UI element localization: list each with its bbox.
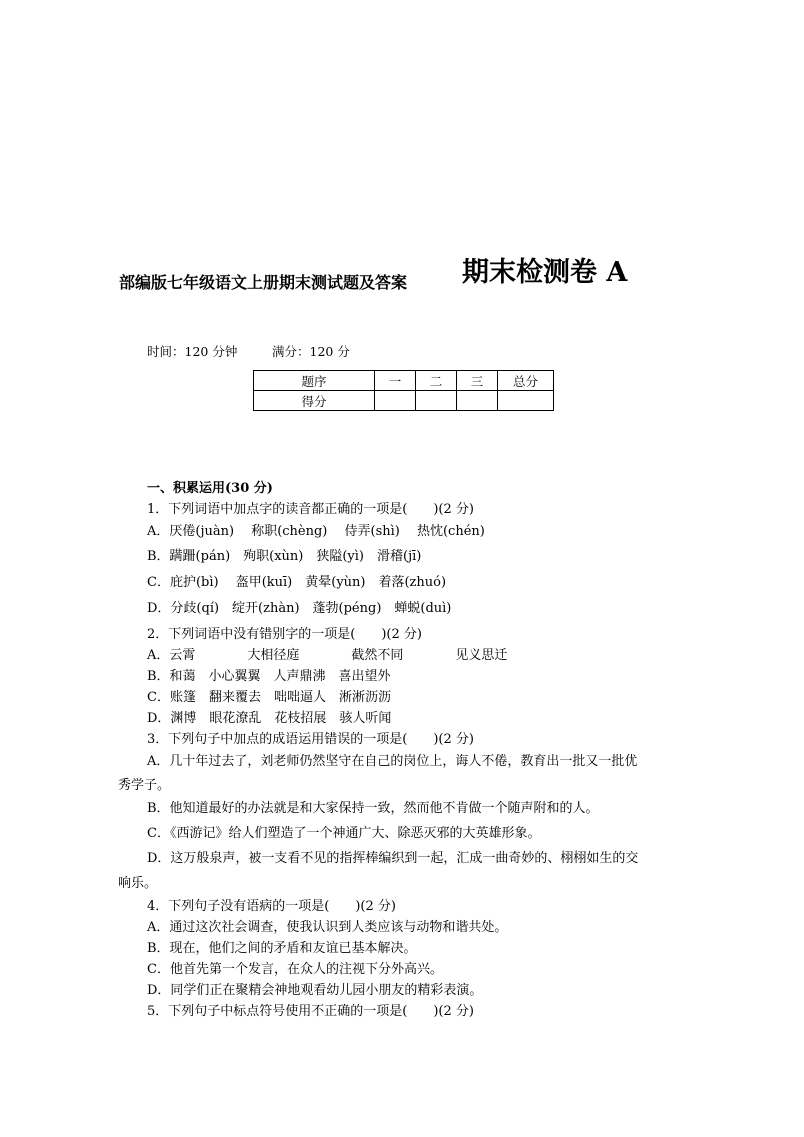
score-cell: [416, 391, 457, 411]
question-3-option-a: A．几十年过去了，刘老师仍然坚守在自己的岗位上，诲人不倦，教育出一批又一批优: [147, 754, 638, 769]
score-table-score-row: [254, 391, 554, 411]
question-3-option-a-cont: 秀学子。: [118, 778, 171, 793]
section-heading: 一、积累运用(30 分): [147, 481, 273, 496]
score-cell: [498, 391, 554, 411]
document-subtitle: 部编版七年级语文上册期末测试题及答案: [119, 273, 408, 292]
question-2-stem: 2．下列词语中没有错别字的一项是( )(2 分): [147, 627, 422, 642]
score-cell: 得分: [254, 391, 375, 411]
question-2-option-a: A．云霄 大相径庭 截然不同 见义思迁: [147, 648, 508, 663]
question-4-option-c: C．他首先第一个发言，在众人的注视下分外高兴。: [147, 962, 443, 977]
question-4-option-d: D．同学们正在聚精会神地观看幼儿园小朋友的精彩表演。: [147, 983, 483, 998]
question-2-option-d: D．渊博 眼花潦乱 花枝招展 骇人听闻: [147, 711, 392, 726]
question-3-option-d-cont: 响乐。: [118, 876, 158, 891]
question-2-option-c: C．账篷 翻来覆去 咄咄逼人 淅淅沥沥: [147, 690, 391, 705]
question-3-stem: 3．下列句子中加点的成语运用错误的一项是( )(2 分): [147, 732, 474, 747]
score-cell: [375, 391, 416, 411]
question-4-stem: 4．下列句子没有语病的一项是( )(2 分): [147, 899, 396, 914]
question-1-option-a: A．厌倦(juàn) 称职(chèng) 侍弄(shì) 热忱(chén): [147, 524, 485, 539]
question-3-option-c: C．《西游记》给人们塑造了一个神通广大、除恶灭邪的大英雄形象。: [147, 826, 541, 841]
exam-full-score: 满分：120 分: [272, 344, 350, 359]
question-4-option-a: A．通过这次社会调查，使我认识到人类应该与动物和谐共处。: [147, 920, 508, 935]
exam-time: 时间：120 分钟: [147, 344, 238, 359]
score-cell: 二: [416, 371, 457, 391]
question-3-option-d: D．这万般泉声，被一支看不见的指挥棒编织到一起，汇成一曲奇妙的、栩栩如生的交: [147, 851, 639, 866]
score-cell: 题序: [254, 371, 375, 391]
question-1-stem: 1．下列词语中加点字的读音都正确的一项是( )(2 分): [147, 502, 474, 517]
question-3-option-b: B．他知道最好的办法就是和大家保持一致，然而他不肯做一个随声附和的人。: [147, 801, 599, 816]
question-1-option-b: B．蹒跚(pán) 殉职(xùn) 狭隘(yì) 滑稽(jī): [147, 549, 422, 564]
score-table-header-row: [254, 371, 554, 391]
question-5-stem: 5．下列句子中标点符号使用不正确的一项是( )(2 分): [147, 1004, 474, 1019]
question-4-option-b: B．现在，他们之间的矛盾和友谊已基本解决。: [147, 941, 417, 956]
question-1-option-d: D．分歧(qí) 绽开(zhàn) 蓬勃(péng) 蝉蜕(duì): [147, 601, 452, 616]
score-cell: 总分: [498, 371, 554, 391]
score-cell: [457, 391, 498, 411]
question-1-option-c: C．庇护(bì) 盔甲(kuī) 黄晕(yùn) 着落(zhuó): [147, 575, 447, 590]
score-cell: 一: [375, 371, 416, 391]
score-table: [253, 370, 554, 411]
document-title: 期末检测卷 A: [462, 257, 628, 288]
question-2-option-b: B．和蔼 小心翼翼 人声鼎沸 喜出望外: [147, 669, 391, 684]
score-cell: 三: [457, 371, 498, 391]
